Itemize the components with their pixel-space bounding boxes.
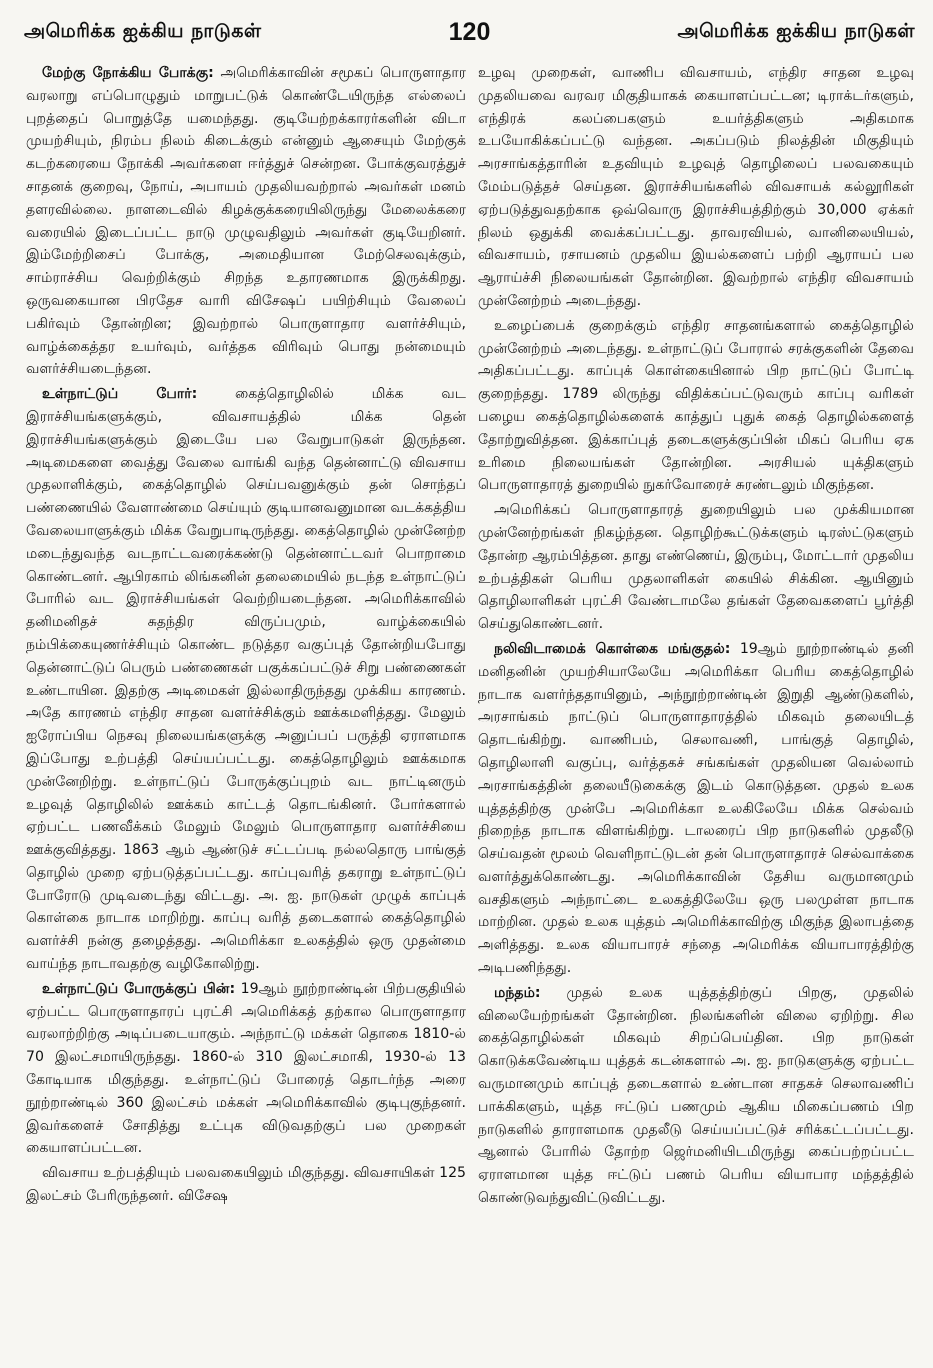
paragraph-civil-war (26, 383, 466, 976)
paragraph-farming-methods (478, 62, 914, 313)
paragraph-heading: மந்தம்: (494, 984, 541, 1001)
paragraph-text: 19ஆம் நூற்றாண்டின் பிற்பகுதியில் ஏற்பட்ட பொருளாதாரப் புரட்சி அமெரிக்கத் தற்கால பொருளாதார வரலாற்றிற்கு அடிப்படையாகும். அந்நாட்டு மக்கள் தொகை 1810-ல் 70 இலட்சமாயிருந்தது. 1860-ல் 310 இலட்சமாகி, 1930-ல் 13 கோடியாக மிகுந்தது. உள்நாட்டுப் போரைத் தொடர்ந்த அரை நூற்றாண்டில் 360 இலட்சம் மக்கள் அமெரிக்காவில் குடிபுகுந்தனர். இவர்களைச் சோதித்து உட்புக விடுவதற்குப் பல முறைகள் கையாளப்பட்டன. (26, 980, 466, 1157)
paragraph-industry (478, 315, 914, 497)
paragraph-after-civil-war (26, 978, 466, 1160)
paragraph-depression (478, 982, 914, 1210)
paragraph-heading: உள்நாட்டுப் போர்: (42, 386, 198, 403)
paragraph-text: அமெரிக்காவின் சமூகப் பொருளாதார வரலாறு எப்பொழுதும் மாறுபட்டுக் கொண்டேயிருந்த எல்லைப் புறத்தைப் பொறுத்தே யமைந்தது. குடியேற்றக்காரர்களின் விடா முயற்சியும், நிரம்ப நிலம் கிடைக்கும் என்னும் ஆசையும் மேற்குக் கடற்கரையை நோக்கி அவர்களை ஈர்த்துச் சென்றன. போக்குவரத்துச் சாதனக் குறைவு, நோய், அபாயம் முதலியவற்றால் அவர்கள் மனம் தளரவில்லை. நாளடைவில் கிழக்குக்கரையிலிருந்து மேலைக்கரை வரையில் இடைப்பட்ட நாடு முழுவதிலும் அவர்கள் குடியேறினர். இம்மேற்றிசைப் போக்கு, அமைதியான மேற்செலவுக்கும், சாம்ராச்சிய வெற்றிக்கும் சிறந்த உதாரணமாக இருக்கிறது. ஒருவகையான பிரதேச வாரி விசேஷப் பயிற்சியும் வேலைப் பகிர்வும் தோன்றின; இவற்றால் பொருளாதார வளர்ச்சியும், வாழ்க்கைத்தர உயர்வும், வர்த்தக விரிவும் பொது நன்மையும் வளர்ச்சியடைந்தன. (26, 65, 466, 378)
running-title-right: அமெரிக்க ஐக்கிய நாடுகள் (677, 19, 915, 42)
paragraph-text: கைத்தொழிலில் மிக்க வட இராச்சியங்களுக்கும், விவசாயத்தில் மிக்க தென் இராச்சியங்களுக்கும் இடையே பல வேறுபாடுகள் இருந்தன. அடிமைகளை வைத்து வேலை வாங்கி வந்த தென்னாட்டு விவசாய முதலாளிக்கும், கைத்தொழில் செய்பவனுக்கும் தன் சொந்தப் பண்ணையில் வேளாண்மை செய்யும் குடியானவனுமான வடக்கத்திய வேலையாளுக்கும் மிக்க வேறுபாடிருந்தது. கைத்தொழில் முன்னேற்ற மடைந்துவந்த வடநாட்டவரைக்கண்டு தென்னாட்டவர் பொறாமை கொண்டனர். ஆபிரகாம் லிங்கனின் தலைமையில் நடந்த உள்நாட்டுப் போரில் வட இராச்சியங்கள் வெற்றியடைந்தன. அமெரிக்காவில் தனிமனிதச் சுதந்திர விருப்பமும், வாழ்க்கையில் நம்பிக்கையுணர்ச்சியும் கொண்ட நடுத்தர வகுப்புத் தோன்றியபோது தென்னாட்டுப் பெரும் பண்ணைகள் பகுக்கப்பட்டுச் சிறு பண்ணைகள் உண்டாயின. இதற்கு அடிமைகள் இல்லாதிருந்தது முக்கிய காரணம். அதே காரணம் எந்திர சாதன வளர்ச்சிக்கும் ஊக்கமளித்தது. மேலும் ஐரோப்பிய நெசவு நிலையங்களுக்கு அனுப்பப் பருத்தி ஏராளமாக இப்போது உற்பத்தி செய்யப்பட்டது. கைத்தொழிலும் ஊக்கமாக முன்னேறிற்று. உள்நாட்டுப் போருக்குப்புறம் வட நாட்டினரும் உழவுத் தொழிலில் ஊக்கம் காட்டத் தொடங்கினர். போர்களால் ஏற்பட்ட பணவீக்கம் மேலும் மேலும் பொருளாதார வளர்ச்சியை ஊக்குவித்தது. 1863 ஆம் ஆண்டுச் சட்டப்படி நல்லதொரு பாங்குத் தொழில் முறை ஏற்படுத்தப்பட்டது. காப்புவரித் தகராறு உள்நாட்டுப் போரோடு முடிவடைந்து விட்டது. அ. ஐ. நாடுகள் முழுக் காப்புக் கொள்கை நாடாக மாறிற்று. காப்பு வரித் தடைகளால் கைத்தொழில் வளர்ச்சி நன்கு தழைத்தது. அமெரிக்கா உலகத்தில் ஒரு முதன்மை வாய்ந்த நாடாவதற்கு வழிகோலிற்று. (26, 386, 466, 973)
paragraph-heading: உள்நாட்டுப் போருக்குப் பின்: (42, 980, 236, 997)
running-title-left: அமெரிக்க ஐக்கிய நாடுகள் (24, 19, 262, 42)
right-column (478, 62, 914, 1360)
paragraph-economic-progress (478, 499, 914, 636)
page-header (24, 12, 915, 52)
paragraph-heading: மேற்கு நோக்கிய போக்கு: (42, 65, 214, 81)
paragraph-text: முதல் உலக யுத்தத்திற்குப் பிறகு, முதலில் விலையேற்றங்கள் தோன்றின. நிலங்களின் விலை ஏறிற்று. சில கைத்தொழில்கள் மிகவும் சிறப்பெய்தின. பிற நாடுகள் கொடுக்கவேண்டிய யுத்தக் கடன்களால் அ. ஐ. நாடுகளுக்கு ஏற்பட்ட வருமானமும் காப்புத் தடைகளால் உண்டான சாதகச் செலாவணிப் பாக்கிகளும், யுத்த ஈட்டுப் பணமும் ஆகிய மிகைப்பணம் பிற நாடுகளில் தாராளமாக முதலீடு செய்யப்பட்டுச் சரிக்கட்டப்பட்டது. ஆனால் போரில் தோற்ற ஜெர்மனியிடமிருந்து கைப்பற்றப்பட்ட ஏராளமான யுத்த ஈட்டுப் பணம் பெரிய வியாபார மந்தத்தில் கொண்டுவந்துவிட்டுவிட்டது. (478, 984, 914, 1207)
left-column (26, 62, 466, 1360)
paragraph-heading: நலிவிடாமைக் கொள்கை மங்குதல்: (494, 640, 731, 657)
paragraph-text: உழவு முறைகள், வாணிப விவசாயம், எந்திர சாதன உழவு முதலியவை வரவர மிகுதியாகக் கையாளப்பட்டன; டிராக்டர்களும், எந்திரக் கலப்பைகளும் உயர்த்திகளும் அதிகமாக உபயோகிக்கப்பட்டு வந்தன. அகப்படும் நிலத்தின் மிகுதியும் அரசாங்கத்தாரின் உதவியும் உழவுத் தொழிலைப் பலவகையும் மேம்படுத்தச் செய்தன. இராச்சியங்களில் விவசாயக் கல்லூரிகள் ஏற்படுத்துவதற்காக ஒவ்வொரு இராச்சியத்திற்கும் 30,000 ஏக்கர் நிலம் ஒதுக்கி வைக்கப்பட்டது. தாவரவியல், வானிலையியல், விவசாயம், ரசாயனம் முதலிய இயல்களைப் பற்றி ஆராயப் பல ஆராய்ச்சி நிலையங்கள் தோன்றின. இவற்றால் எந்திர விவசாயம் முன்னேற்றம் அடைந்தது. (478, 65, 914, 309)
paragraph-text: அமெரிக்கப் பொருளாதாரத் துறையிலும் பல முக்கியமான முன்னேற்றங்கள் நிகழ்ந்தன. தொழிற்கூட்டுக்களும் டிரஸ்ட்டுகளும் தோன்ற ஆரம்பித்தன. தாது எண்ணெய், இரும்பு, மோட்டார் முதலிய உற்பத்திகள் பெரிய முதலாளிகள் கையில் சிக்கின. ஆயினும் தொழிலாளிகள் புரட்சி வேண்டாமலே தங்கள் தேவைகளைப் பூர்த்தி செய்துகொண்டனர். (478, 502, 914, 633)
paragraph-text: விவசாய உற்பத்தியும் பலவகையிலும் மிகுந்தது. விவசாயிகள் 125 இலட்சம் பேரிருந்தனர். விசேஷ (26, 1165, 466, 1205)
paragraph-text: உழைப்பைக் குறைக்கும் எந்திர சாதனங்களால் கைத்தொழில் முன்னேற்றம் அடைந்தது. உள்நாட்டுப் போரால் சரக்குகளின் தேவை அதிகப்பட்டது. காப்புக் கொள்கையினால் பிற நாட்டுப் போட்டி குறைந்தது. 1789 லிருந்து விதிக்கப்பட்டுவரும் காப்பு வரிகள் பழைய கைத்தொழில்களைக் காத்துப் புதுக் கைத் தொழில்களைத் தோற்றுவித்தன. இக்காப்புத் தடைகளுக்குப்பின் மிகப் பெரிய ஏக உரிமை நிலையங்கள் தோன்றின. அரசியல் யுக்திகளும் பொருளாதாரத் துறையில் நுகர்வோரைச் சுரண்டலும் மிகுந்தன. (478, 317, 914, 494)
paragraph-agriculture (26, 1162, 466, 1208)
page-number: 120 (448, 17, 491, 46)
paragraph-text: 19ஆம் நூற்றாண்டில் தனி மனிதனின் முயற்சியாலேயே அமெரிக்கா பெரிய கைத்தொழில் நாடாக வளர்ந்ததாயினும், அந்நூற்றாண்டின் இறுதி ஆண்டுகளில், அரசாங்கம் நாட்டுப் பொருளாதாரத்தில் மிகவும் தலையிடத் தொடங்கிற்று. வாணிபம், செலாவணி, பாங்குத் தொழில், தொழிலாளி வகுப்பு, வர்த்தகச் சங்கங்கள் முதலியன வெல்லாம் அரசாங்கத்தின் தலையீடுகைக்கு இடம் கொடுத்தன. முதல் உலக யுத்தத்திற்கு முன்பே அமெரிக்கா உலகிலேயே மிக்க செல்வம் நிறைந்த நாடாக விளங்கிற்று. டாலரைப் பிற நாடுகளில் முதலீடு செய்வதன் மூலம் வெளிநாட்டுடன் தன் பொருளாதாரச் செல்வாக்கை வளர்த்துக்கொண்டது. அமெரிக்காவின் தேசிய வருமானமும் வசதிகளும் அந்நாட்டை உலகத்திலேயே ஒரு பலமுள்ள நாடாக மாற்றின. முதல் உலக யுத்தம் அமெரிக்காவிற்கு மிகுந்த இலாபத்தை அளித்தது. உலக வியாபாரச் சந்தை அமெரிக்க வியாபாரத்திற்கு அடிபணிந்தது. (478, 640, 914, 977)
paragraph-westward-movement (26, 62, 466, 381)
paragraph-laissez-faire (478, 638, 914, 980)
